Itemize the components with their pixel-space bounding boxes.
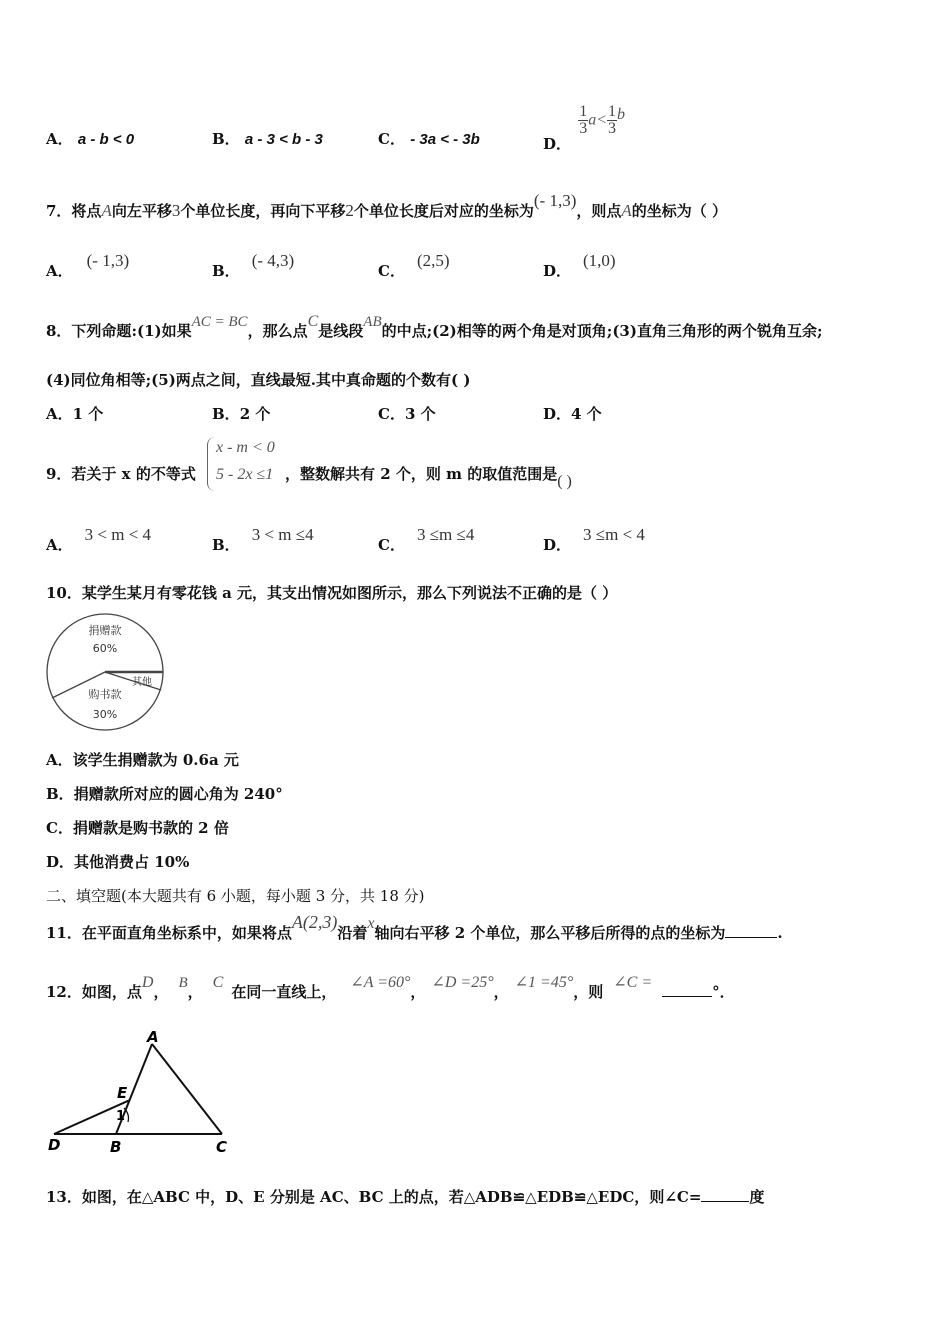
fig-label-b: B — [110, 1138, 122, 1156]
q11-stem: 11．在平面直角坐标系中，如果将点A(2,3)沿着x轴向右平移 2 个单位，那么平移后所得的点的坐标为 . — [46, 912, 783, 942]
q9-ineq1: x - m < 0 — [216, 439, 275, 456]
q6-option-a: A． a - b < 0 — [46, 130, 135, 148]
pie-pct-books: 30% — [92, 708, 118, 721]
q7-option-d: D．(1,0) — [543, 251, 616, 280]
line-ac — [152, 1044, 222, 1134]
q12-answer-blank[interactable] — [662, 996, 712, 997]
q13-answer-blank[interactable] — [701, 1201, 749, 1202]
q8-option-a: A．1 个 — [46, 405, 104, 423]
q9-option-d: D．3 ≤m < 4 — [543, 525, 645, 554]
q7-stem: 7．将点A向左平移3个单位长度，再向下平移2个单位长度后对应的坐标为(- 1,3)，则点A的坐标为（ ） — [46, 191, 727, 220]
q8-option-d: D．4 个 — [543, 405, 602, 423]
pie-pct-donation: 60% — [92, 642, 118, 655]
q9-stem-cont: ，整数解共有 2 个，则 m 的取值范围是( ) — [285, 465, 572, 490]
pie-label-donation: 捐赠款 — [88, 624, 122, 637]
q10-option-d: D．其他消费占 10% — [46, 853, 190, 871]
q10-pie-chart — [42, 610, 168, 734]
fig-label-1: 1 — [116, 1109, 126, 1124]
fig-label-c: C — [216, 1138, 228, 1156]
q10-stem: 10．某学生某月有零花钱 a 元，其支出情况如图所示，那么下列说法不正确的是（ ） — [46, 584, 618, 602]
fig-label-e: E — [117, 1084, 128, 1102]
q10-option-a: A．该学生捐赠款为 0.6a 元 — [46, 751, 239, 769]
q7-option-a: A．(- 1,3) — [46, 251, 130, 280]
q7-option-b: B．(- 4,3) — [212, 251, 295, 280]
q10-option-c: C．捐赠款是购书款的 2 倍 — [46, 819, 229, 837]
pie-label-other: 其他 — [132, 677, 152, 688]
section-2-heading: 二、填空题(本大题共有 6 小题，每小题 3 分，共 18 分) — [46, 887, 425, 905]
q12-stem: 12．如图，点D， B，C在同一直线上，∠A =60°，∠D =25°，∠1 =45°，则∠C =°． — [46, 974, 735, 1001]
q9-option-b: B．3 < m ≤4 — [212, 525, 314, 554]
q6-option-d: D． $\frac{1}{3}$ a< $\frac{1}{3}$ b — [543, 103, 626, 153]
q9-option-c: C．3 ≤m ≤4 — [378, 525, 475, 554]
q9-stem: 9．若关于 x 的不等式 — [46, 465, 196, 483]
fig-label-a: A — [147, 1028, 159, 1046]
q8-option-b: B．2 个 — [212, 405, 271, 423]
q6-option-b: B． a - 3 < b - 3 — [212, 130, 323, 148]
q11-answer-blank[interactable] — [725, 937, 777, 938]
q7-option-c: C．(2,5) — [378, 251, 450, 280]
pie-label-books: 购书款 — [88, 688, 122, 701]
q10-option-b: B．捐赠款所对应的圆心角为 240° — [46, 785, 283, 803]
q9-ineq2: 5 - 2x ≤1 — [216, 466, 274, 483]
fig-label-d: D — [48, 1136, 61, 1154]
q8-option-c: C．3 个 — [378, 405, 436, 423]
q6-option-c: C． - 3a < - 3b — [378, 130, 480, 148]
q8-stem-line2: (4)同位角相等;(5)两点之间，直线最短.其中真命题的个数有( ) — [46, 371, 471, 389]
q8-stem: 8．下列命题:(1)如果AC = BC，那么点C是线段AB的中点;(2)相等的两个角是对顶角;(3)直角三角形的两个锐角互余; — [46, 313, 823, 340]
q9-option-a: A．3 < m < 4 — [46, 525, 152, 554]
q13-stem: 13．如图，在△ABC 中，D、E 分别是 AC、BC 上的点，若△ADB≌△EDB≌△EDC，则∠C= 度 — [46, 1188, 765, 1206]
q12-triangle-figure — [44, 1028, 244, 1156]
